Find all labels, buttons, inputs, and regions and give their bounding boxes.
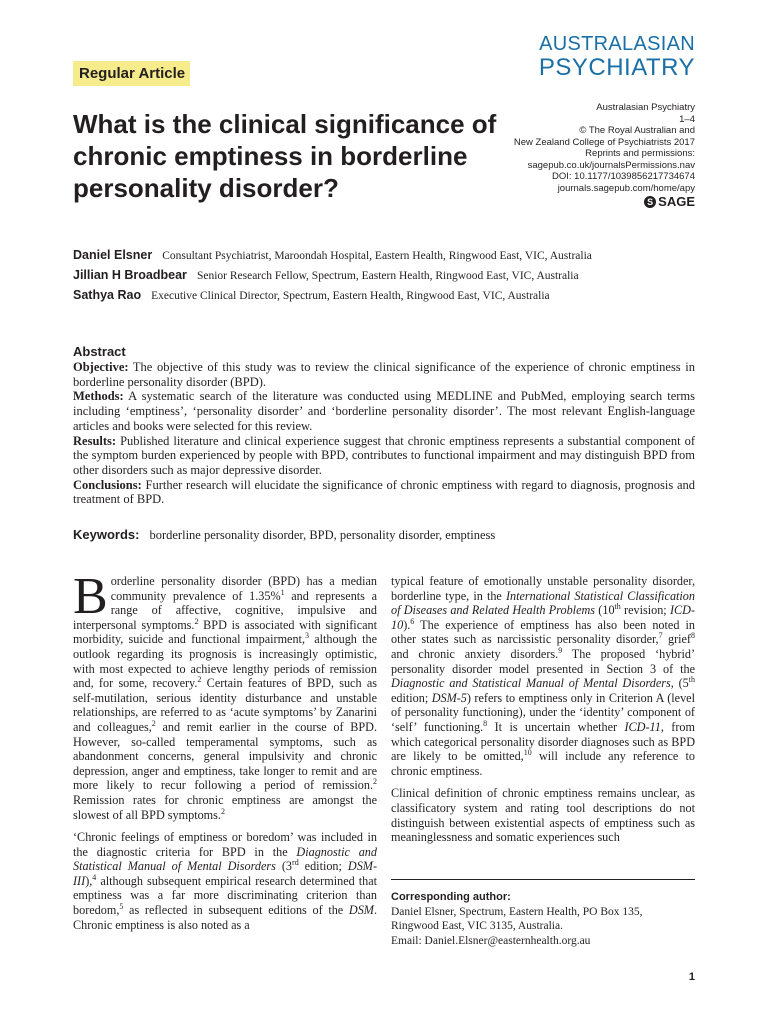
pubinfo-reprints: Reprints and permissions: xyxy=(585,148,695,159)
corresponding-author xyxy=(391,890,695,948)
article-title: What is the clinical significance of chronic emptiness in borderline personality disorder? xyxy=(73,109,497,203)
author-affiliation: Senior Research Fellow, Spectrum, Eastern Health, Ringwood East, VIC, Australia xyxy=(196,270,579,282)
pubinfo-college: New Zealand College of Psychiatrists 2017 xyxy=(513,136,695,148)
abstract-label: Objective: xyxy=(73,360,129,374)
abstract-heading: Abstract xyxy=(73,344,126,359)
corresponding-line: Ringwood East, VIC 3135, Australia. xyxy=(391,920,563,933)
journal-brand-line2: PSYCHIATRY xyxy=(538,54,695,81)
abstract-text: A systematic search of the literature was conducted using MEDLINE and PubMed, employing search terms including ‘emptiness’, ‘personality disorder’ and ‘borderline personality disorder’. The most relevant English-language articles and books were selected for this review. xyxy=(73,389,695,433)
author-name: Sathya Rao xyxy=(73,288,142,302)
pubinfo-pages: 1–4 xyxy=(679,113,695,125)
body-paragraph-text: orderline personality disorder (BPD) has a median community prevalence of 1.35%$^1$ and represents a range of affective, cognitive, impulsive and interpersonal symptoms.$^2$ BPD is associated with significant morbidity, suicide and functional impairment,$^3$ although the outlook regarding its prognosis is increasingly optimistic, with most expected to achieve lengthy periods of remission and, for some, recovery.$^2$ Certain features of BPD, such as self-mutilation, serious identity disturbance and unstable relationships, are referred to as ‘acute symptoms’ by Zanarini and colleagues,$^2$ and remit earlier in the course of BPD. However, so-called temperamental symptoms, such as abandonment concerns, general impulsivity and chronic depression, anger and emptiness, take longer to remit and are more likely to recur following a period of remission.$^2$ Remission rates for chronic emptiness are amongst the slowest of all BPD symptoms.$^2$ xyxy=(73,574,377,822)
journal-brand xyxy=(539,34,695,80)
body-column-right xyxy=(391,574,695,853)
pubinfo-journal-link[interactable]: journals.sagepub.com/home/apy xyxy=(557,182,695,194)
author-name: Daniel Elsner xyxy=(73,248,153,262)
body-column-left xyxy=(73,568,378,940)
keywords-label: Keywords: xyxy=(73,527,140,542)
author-row xyxy=(73,285,592,305)
abstract-conclusions xyxy=(73,478,695,507)
corresponding-heading: Corresponding author: xyxy=(391,891,511,903)
abstract-text: Further research will elucidate the significance of chronic emptiness with regard to diagnosis, prognosis and treatment of BPD. xyxy=(73,477,696,507)
author-name: Jillian H Broadbear xyxy=(73,268,187,282)
journal-brand-line1: AUSTRALASIAN xyxy=(539,33,695,55)
pubinfo-copyright: © The Royal Australian and xyxy=(579,125,695,136)
keywords-text: borderline personality disorder, BPD, personality disorder, emptiness xyxy=(149,528,496,542)
abstract-objective xyxy=(73,360,695,389)
sage-wordmark: SAGE xyxy=(658,194,695,209)
abstract-label: Methods: xyxy=(73,389,124,404)
footnote-divider xyxy=(391,879,695,880)
sage-mark-icon: S xyxy=(644,196,656,208)
abstract xyxy=(73,344,695,507)
abstract-methods xyxy=(73,389,695,433)
body-paragraph xyxy=(73,568,377,822)
dropcap: B xyxy=(73,568,108,625)
author-affiliation: Consultant Psychiatrist, Maroondah Hospital, Eastern Health, Ringwood East, VIC, Australia xyxy=(162,250,592,262)
pubinfo-permissions-link[interactable]: sagepub.co.uk/journalsPermissions.nav xyxy=(527,159,695,171)
corresponding-line: Daniel Elsner, Spectrum, Eastern Health, PO Box 135, xyxy=(391,905,643,918)
author-row xyxy=(73,245,592,265)
abstract-label: Results: xyxy=(73,433,117,448)
author-row xyxy=(73,265,592,285)
author-list xyxy=(73,245,592,305)
body-paragraph: Clinical definition of chronic emptiness remains unclear, as classificatory system and rating tool descriptions do not distinguish between existential aspects of emptiness such as meaninglessness and somatic experiences such xyxy=(391,786,695,845)
body-paragraph: ‘Chronic feelings of emptiness or boredom’ was included in the diagnostic criteria for BPD in the Diagnostic and Statistical Manual of Mental Disorders (3rd edition; DSM-III),$^4$ although subsequent empirical research determined that emptiness was a far more discriminating criterion than boredom,$^5$ as reflected in subsequent editions of the DSM. Chronic emptiness is also noted as a xyxy=(73,830,378,932)
abstract-results xyxy=(73,434,695,478)
sage-logo xyxy=(644,194,695,209)
corresponding-email[interactable]: Email: Daniel.Elsner@easternhealth.org.au xyxy=(391,934,591,947)
pubinfo-journal: Australasian Psychiatry xyxy=(596,102,695,113)
pubinfo-doi[interactable]: DOI: 10.1177/1039856217734674 xyxy=(552,171,695,182)
article-type-badge: Regular Article xyxy=(73,61,190,86)
page-number: 1 xyxy=(688,971,695,983)
publication-info xyxy=(514,102,695,194)
author-affiliation: Executive Clinical Director, Spectrum, Eastern Health, Ringwood East, VIC, Australia xyxy=(151,290,550,302)
body-paragraph: typical feature of emotionally unstable personality disorder, borderline type, in the International Statistical Classification of Diseases and Related Health Problems (10th revision; ICD-10).$^6$ The experience of emptiness has also been noted in other states such as narcissistic personality disorder,$^7$ grief$^8$ and chronic anxiety disorders.$^9$ The proposed ‘hybrid’ personality disorder model presented in Section 3 of the Diagnostic and Statistical Manual of Mental Disorders, (5th edition; DSM-5) refers to emptiness only in Criterion A (level of personality functioning), under the ‘identity’ component of ‘self’ functioning.$^8$ It is uncertain whether ICD-11, from which categorical personality disorder diagnoses such as BPD are likely to be omitted,$^{10}$ will include any reference to chronic emptiness. xyxy=(391,574,696,778)
abstract-text: The objective of this study was to review the clinical significance of the experience of chronic emptiness in borderline personality disorder (BPD). xyxy=(73,360,695,389)
keywords xyxy=(73,527,495,543)
abstract-label: Conclusions: xyxy=(73,477,142,492)
abstract-text: Published literature and clinical experience suggest that chronic emptiness represents a substantial component of the symptom burden experienced by people with BPD, contributes to functional impairment and may distinguish BPD from other disorders such as major depressive disorder. xyxy=(73,433,695,477)
